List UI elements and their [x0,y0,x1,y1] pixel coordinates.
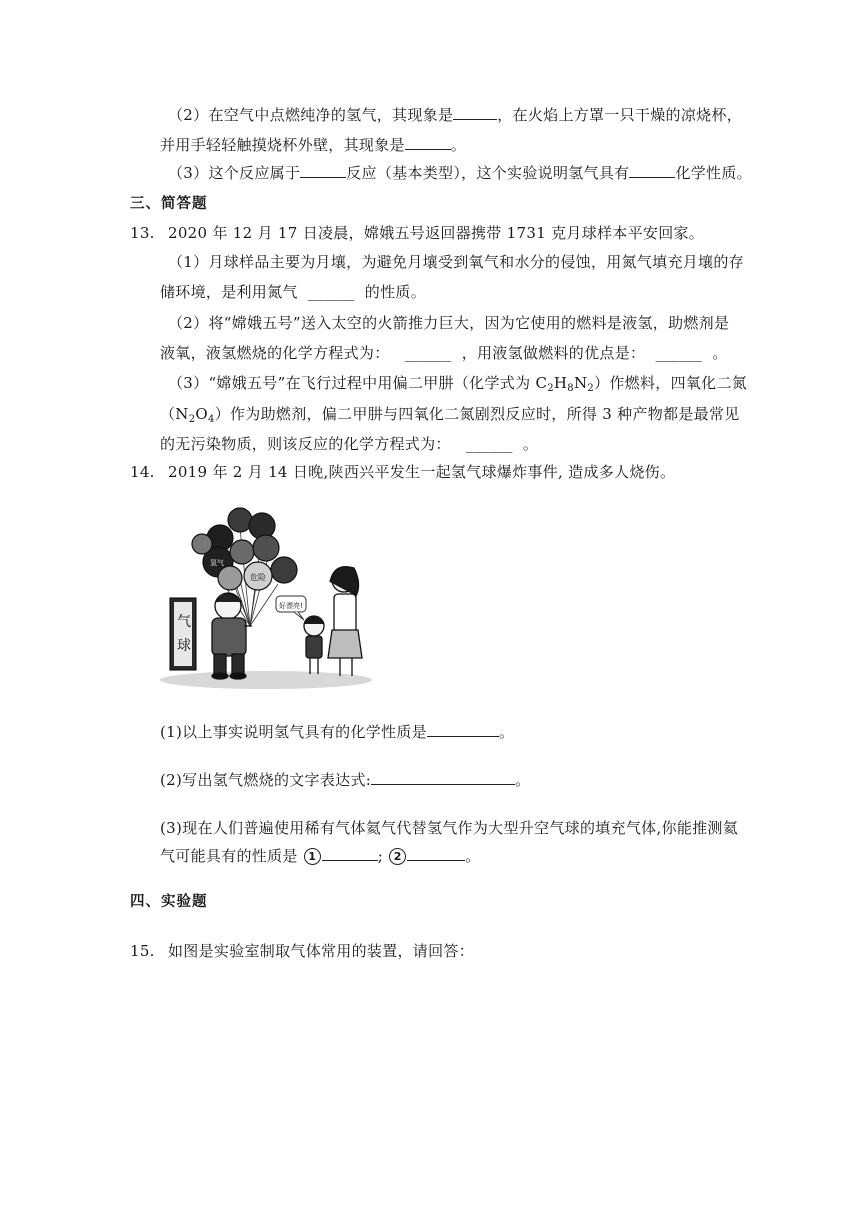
text: ）作为助燃剂，偏二甲肼与四氧化二氮剧烈反应时，所得 3 种产物都是最常见 [214,405,740,423]
q13-part3-line2 [160,404,740,430]
svg-text:危险: 危险 [250,573,266,582]
answer-blank[interactable] [629,163,675,178]
text: 。 [712,344,728,362]
text: 气可能具有的性质是 [160,847,298,865]
answer-blank[interactable] [300,163,346,178]
text: 2020 年 12 月 17 日凌晨，嫦娥五号返回器携带 1731 克月球样本平安回家。 [168,224,705,242]
text: （N [160,405,189,423]
text: 化学性质。 [675,164,752,182]
text: (1)以上事实说明氢气具有的化学性质是 [160,723,427,741]
text: H [553,374,568,392]
text: 。 [515,771,531,789]
cartoon-illustration [158,498,374,690]
svg-text:气: 气 [177,614,191,630]
section-heading-short-answer: 三、简答题 [130,196,208,212]
text: 的无污染物质，则该反应的化学方程式为： [160,435,451,453]
answer-blank[interactable]: ______ [465,435,513,453]
answer-blank[interactable] [322,846,378,861]
answer-blank[interactable] [427,722,499,737]
circled-number-1: 1 [304,848,321,865]
q13-part2-line2 [160,343,728,363]
q14-part3-line1: (3)现在人们普遍使用稀有气体氦气代替氢气作为大型升空气球的填充气体,你能推测氦 [160,819,739,837]
text: ）作燃料，四氧化二氮 [594,374,748,392]
subscript: 2 [547,383,554,394]
subscript: 4 [208,414,215,425]
circled-number-2: 2 [389,848,406,865]
section-heading-experiment: 四、实验题 [130,894,208,910]
question-number: 13. [130,224,155,242]
q13-part1-line2 [160,282,426,302]
question-number: 14. [130,463,155,481]
text: 如图是实验室制取气体常用的装置，请回答： [168,942,475,960]
text: 并用手轻轻触摸烧杯外壁，其现象是 [160,136,405,154]
answer-blank[interactable]: ______ [404,344,452,362]
q15-stem [130,941,474,961]
text: N [573,374,588,392]
q12-part2-line2 [160,135,466,155]
q13-part2-line1: （2）将“嫦娥五号”送入太空的火箭推力巨大，因为它使用的燃料是液氢，助燃剂是 [168,314,730,332]
text: 。 [450,136,467,154]
q14-part3-line2 [160,846,481,866]
subscript: 2 [587,383,595,394]
q14-part1 [160,722,514,742]
text: 的性质。 [364,283,426,301]
svg-text:好漂亮!: 好漂亮! [279,602,303,610]
q14-part2 [160,770,530,790]
text: ，用液氢做燃料的优点是： [461,344,646,362]
question-number: 15. [130,942,155,960]
q13-part3-line1 [168,373,747,399]
answer-blank[interactable] [371,770,515,785]
text: 液氧，液氢燃烧的化学方程式为： [160,344,390,362]
text: (2)写出氢气燃烧的文字表达式: [160,771,372,789]
text: （2）在空气中点燃纯净的氢气，其现象是 [168,106,454,124]
answer-blank[interactable] [407,846,465,861]
text: 。 [498,723,515,741]
answer-blank[interactable] [453,105,497,120]
text: 反应（基本类型），这个实验说明氢气具有 [346,164,630,182]
q13-part3-line3 [160,434,538,454]
text: 。 [522,435,539,453]
text: （3）“嫦娥五号”在飞行过程中用偏二甲肼（化学式为 C [168,374,548,392]
text: O [195,405,209,423]
text: ; [377,847,384,865]
q13-part1-line1: （1）月球样品主要为月壤，为避免月壤受到氧气和水分的侵蚀，用氮气填充月壤的存 [168,253,744,271]
text: 。 [465,847,481,865]
answer-blank[interactable]: ______ [307,283,355,301]
balloon-vendor-illustration [158,498,374,690]
q13-stem [130,223,704,243]
subscript: 8 [567,383,574,394]
q12-part2-line1 [168,105,742,125]
subscript: 2 [188,414,196,425]
svg-text:球: 球 [177,638,191,654]
text: （3）这个反应属于 [168,164,301,182]
text: 2019 年 2 月 14 日晚,陕西兴平发生一起氢气球爆炸事件, 造成多人烧伤。 [168,463,676,481]
answer-blank[interactable]: ______ [655,344,703,362]
q12-part3 [168,163,752,183]
text: ，在火焰上方罩一只干燥的凉烧杯， [497,106,743,124]
q14-stem [130,462,675,482]
svg-text:氢气: 氢气 [210,559,224,567]
text: 储环境，是利用氮气 [160,283,298,301]
answer-blank[interactable] [405,135,451,150]
